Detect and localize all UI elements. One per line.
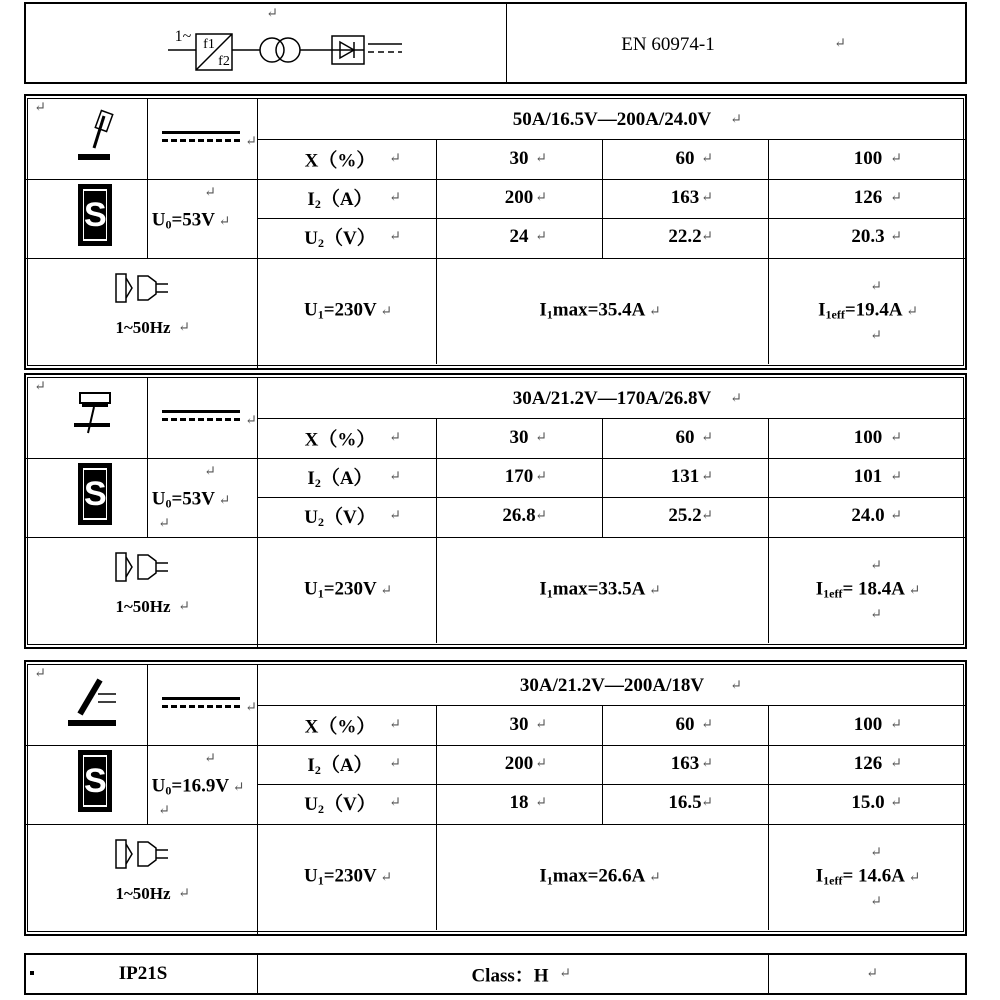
return-mark: ↵: [890, 795, 902, 811]
u2-label-subscript: 2: [318, 515, 324, 529]
col-line: [436, 258, 437, 364]
return-mark: ↵: [890, 717, 902, 733]
col-line: [257, 664, 258, 934]
return-mark: ↵: [158, 516, 170, 532]
return-mark: ↵: [870, 558, 882, 574]
return-mark: ↵: [535, 756, 547, 772]
return-mark: ↵: [535, 508, 547, 524]
table-cell: 26.8: [502, 505, 536, 526]
col-line: [602, 139, 603, 258]
col-line: [147, 377, 148, 537]
u1-label-symbol: U: [303, 865, 318, 887]
return-mark: ↵: [535, 151, 547, 167]
col-line: [436, 705, 437, 824]
row-line: [257, 139, 967, 140]
table-cell: 60: [675, 148, 695, 169]
row-line: [257, 497, 967, 498]
return-mark: ↵: [645, 583, 661, 599]
u1-label-subscript: 1: [317, 586, 324, 601]
u0-label: [152, 210, 231, 233]
mains-plug-icon: [112, 270, 172, 306]
table-cell: 16.5: [668, 792, 702, 813]
table-cell: 60: [675, 427, 695, 448]
tig-torch-icon: [66, 385, 126, 445]
f1-label: f1: [203, 37, 215, 52]
i1max-label: [539, 866, 660, 889]
u1-label-subscript: 1: [317, 307, 324, 322]
table-cell: 170: [504, 466, 534, 487]
table-cell: 100: [853, 714, 883, 735]
return-mark: ↵: [204, 464, 216, 480]
dc-symbol-icon: [162, 131, 240, 141]
table-cell: 126: [853, 187, 883, 208]
ileff-label-symbol: I: [815, 578, 824, 600]
i2-label-subscript: 2: [314, 476, 321, 490]
return-mark: ↵: [870, 845, 882, 861]
return-mark: ↵: [535, 795, 547, 811]
u0-label-subscript: 0: [165, 496, 172, 511]
return-mark: ↵: [701, 430, 713, 446]
return-mark: ↵: [34, 666, 46, 682]
row-line: [24, 537, 967, 538]
mains-frequency: 1~50Hz: [115, 884, 171, 903]
u2-label: [304, 502, 375, 530]
return-mark: ↵: [34, 100, 46, 116]
return-mark: ↵: [535, 430, 547, 446]
u2-label-symbol: U: [304, 794, 318, 815]
return-mark: ↵: [389, 795, 401, 811]
u1-label-subscript: 1: [317, 873, 324, 888]
return-mark: ↵: [890, 229, 902, 245]
mains-plug-icon: [112, 549, 172, 585]
i1max-label: [539, 300, 660, 323]
return-mark: ↵: [834, 36, 846, 52]
col-line: [768, 139, 769, 258]
dc-symbol-icon: [162, 697, 240, 707]
return-mark: ↵: [389, 430, 401, 446]
s-mark-icon: S: [78, 750, 112, 812]
col-line: [147, 98, 148, 258]
return-mark: ↵: [902, 304, 918, 320]
row-line: [257, 784, 967, 785]
col-line: [768, 537, 769, 643]
u1-label: [304, 866, 392, 889]
u0-label: [152, 489, 231, 512]
return-mark: ↵: [266, 6, 278, 22]
return-mark: ↵: [158, 803, 170, 819]
return-mark: ↵: [389, 469, 401, 485]
u2-label-value: （V）: [324, 228, 376, 249]
u0-label-symbol: U: [151, 775, 166, 797]
u1-label-value: =230V: [323, 578, 377, 600]
table-cell: 25.2: [668, 505, 702, 526]
ileff-label: [818, 300, 918, 323]
ileff-label: [816, 866, 921, 889]
col-line: [257, 98, 258, 368]
return-mark: ↵: [535, 469, 547, 485]
return-mark: ↵: [535, 717, 547, 733]
col-line: [768, 418, 769, 537]
u2-label-symbol: U: [304, 228, 318, 249]
return-mark: ↵: [535, 190, 547, 206]
row-line: [24, 824, 967, 825]
return-mark: ↵: [645, 304, 661, 320]
table-cell: 100: [853, 148, 883, 169]
standard-label: EN 60974-1: [621, 34, 715, 55]
col-line: [602, 705, 603, 824]
return-mark: ↵: [890, 151, 902, 167]
i2-label-subscript: 2: [314, 197, 321, 211]
return-mark: ↵: [245, 700, 257, 716]
i2-label: [307, 463, 372, 491]
f2-label: f2: [218, 54, 230, 69]
return-mark: ↵: [701, 151, 713, 167]
return-mark: ↵: [905, 583, 921, 599]
i2-label: [307, 184, 372, 212]
i1max-label-symbol: I: [539, 578, 547, 600]
u1-label-symbol: U: [303, 578, 318, 600]
u0-label-value: =16.9V: [171, 775, 230, 797]
row-line: [24, 745, 967, 746]
col-line: [436, 418, 437, 537]
return-mark: ↵: [701, 190, 713, 206]
return-mark: ↵: [34, 379, 46, 395]
i2-label-symbol: I: [307, 468, 315, 489]
return-mark: ↵: [870, 279, 882, 295]
return-mark: ↵: [701, 469, 713, 485]
header-divider: [506, 2, 507, 84]
duty-cycle-label: X（%）: [304, 429, 376, 451]
table-cell: 200: [504, 753, 534, 774]
u1-label-symbol: U: [303, 299, 318, 321]
return-mark: ↵: [559, 966, 571, 982]
table-cell: 126: [853, 753, 883, 774]
transformer-rectifier-icon: [160, 18, 405, 78]
i1max-label: [539, 579, 660, 602]
mains-plug-icon: [112, 836, 172, 872]
ileff-label-value: = 18.4A: [842, 578, 906, 600]
table-cell: 15.0: [851, 792, 885, 813]
return-mark: ↵: [890, 430, 902, 446]
return-mark: ↵: [890, 469, 902, 485]
dc-symbol-icon: [162, 410, 240, 420]
ileff-label-subscript: 1eff: [823, 873, 843, 888]
table-cell: 24: [509, 226, 529, 247]
return-mark: ↵: [245, 413, 257, 429]
col-line: [768, 824, 769, 930]
table-cell: 131: [670, 466, 700, 487]
return-mark: ↵: [178, 320, 190, 336]
table-cell: 30: [509, 148, 529, 169]
return-mark: ↵: [535, 229, 547, 245]
return-mark: ↵: [204, 751, 216, 767]
u1-label: [304, 579, 392, 602]
col-line: [257, 377, 258, 647]
return-mark: ↵: [215, 493, 231, 509]
ileff-label-value: = 14.6A: [842, 865, 906, 887]
return-mark: ↵: [890, 190, 902, 206]
table-cell: 163: [670, 187, 700, 208]
u2-label-subscript: 2: [318, 802, 324, 816]
table-cell: 60: [675, 714, 695, 735]
current-range: 30A/21.2V—200A/18V: [519, 675, 705, 696]
table-cell: 22.2: [668, 226, 702, 247]
return-mark: ↵: [389, 508, 401, 524]
u2-label-value: （V）: [324, 507, 376, 528]
return-mark: ↵: [730, 391, 742, 407]
footer-divider: [768, 953, 769, 995]
u0-label: [152, 776, 245, 799]
row-line: [24, 258, 967, 259]
i1max-label-subscript: 1: [546, 873, 553, 888]
table-cell: 200: [504, 187, 534, 208]
return-mark: ↵: [376, 304, 393, 320]
i1max-label-value: max=33.5A: [552, 578, 646, 600]
ileff-label-symbol: I: [818, 299, 826, 321]
table-cell: 18: [509, 792, 529, 813]
ileff-label-subscript: 1eff: [825, 307, 845, 322]
ileff-label-value: =19.4A: [844, 299, 903, 321]
bullet: [30, 971, 34, 975]
row-line: [24, 458, 967, 459]
i2-label: [307, 750, 372, 778]
table-cell: 163: [670, 753, 700, 774]
u0-label-subscript: 0: [165, 217, 172, 232]
col-line: [147, 664, 148, 824]
col-line: [436, 537, 437, 643]
row-line: [257, 705, 967, 706]
i2-label-symbol: I: [307, 755, 315, 776]
table-cell: 24.0: [851, 505, 885, 526]
return-mark: ↵: [870, 328, 882, 344]
duty-cycle-label: X（%）: [304, 150, 376, 172]
u1-label-value: =230V: [323, 865, 377, 887]
col-line: [436, 824, 437, 930]
return-mark: ↵: [389, 717, 401, 733]
mains-frequency: 1~50Hz: [115, 318, 171, 337]
ip-rating: IP21S: [118, 963, 168, 984]
i1max-label-subscript: 1: [546, 307, 553, 322]
col-line: [768, 705, 769, 824]
return-mark: ↵: [866, 966, 878, 982]
s-mark-icon: S: [78, 184, 112, 246]
u2-label-value: （V）: [324, 794, 376, 815]
return-mark: ↵: [376, 870, 393, 886]
single-phase-label: 1~: [174, 28, 192, 45]
u0-label-value: =53V: [171, 209, 216, 231]
i2-label-value: （A）: [320, 189, 373, 210]
duty-cycle-label: X（%）: [304, 716, 376, 738]
i2-label-subscript: 2: [314, 763, 321, 777]
u0-label-value: =53V: [171, 488, 216, 510]
i2-label-value: （A）: [320, 755, 373, 776]
col-line: [602, 418, 603, 537]
return-mark: ↵: [229, 780, 245, 796]
return-mark: ↵: [701, 508, 713, 524]
return-mark: ↵: [701, 717, 713, 733]
return-mark: ↵: [178, 886, 190, 902]
mig-torch-icon: [66, 672, 126, 732]
table-cell: 101: [853, 466, 883, 487]
i1max-label-symbol: I: [539, 299, 547, 321]
i1max-label-value: max=26.6A: [552, 865, 646, 887]
return-mark: ↵: [701, 229, 713, 245]
mma-electrode-icon: [66, 106, 126, 166]
return-mark: ↵: [245, 134, 257, 150]
return-mark: ↵: [730, 112, 742, 128]
return-mark: ↵: [701, 795, 713, 811]
ileff-label: [816, 579, 921, 602]
i1max-label-subscript: 1: [546, 586, 553, 601]
return-mark: ↵: [730, 678, 742, 694]
return-mark: ↵: [645, 870, 661, 886]
col-line: [436, 139, 437, 258]
return-mark: ↵: [389, 229, 401, 245]
table-cell: 30: [509, 714, 529, 735]
row-line: [257, 418, 967, 419]
i2-label-symbol: I: [307, 189, 315, 210]
return-mark: ↵: [178, 599, 190, 615]
return-mark: ↵: [701, 756, 713, 772]
u2-label-subscript: 2: [318, 236, 324, 250]
return-mark: ↵: [389, 190, 401, 206]
mains-frequency: 1~50Hz: [115, 597, 171, 616]
return-mark: ↵: [204, 185, 216, 201]
return-mark: ↵: [376, 583, 393, 599]
row-line: [257, 218, 967, 219]
ileff-label-symbol: I: [815, 865, 824, 887]
return-mark: ↵: [905, 870, 921, 886]
u2-label: [304, 789, 375, 817]
current-range: 30A/21.2V—170A/26.8V: [512, 388, 712, 409]
insulation-class: Class：H: [471, 965, 549, 987]
table-cell: 30: [509, 427, 529, 448]
row-line: [24, 179, 967, 180]
col-line: [768, 258, 769, 364]
u0-label-subscript: 0: [165, 783, 172, 798]
u1-label: [304, 300, 392, 323]
return-mark: ↵: [389, 151, 401, 167]
u0-label-symbol: U: [151, 488, 166, 510]
s-mark-icon: S: [78, 463, 112, 525]
return-mark: ↵: [890, 756, 902, 772]
table-cell: 100: [853, 427, 883, 448]
return-mark: ↵: [389, 756, 401, 772]
footer-divider: [257, 953, 258, 995]
u2-label-symbol: U: [304, 507, 318, 528]
u2-label: [304, 223, 375, 251]
i2-label-value: （A）: [320, 468, 373, 489]
i1max-label-value: max=35.4A: [552, 299, 646, 321]
u1-label-value: =230V: [323, 299, 377, 321]
current-range: 50A/16.5V—200A/24.0V: [512, 109, 712, 130]
i1max-label-symbol: I: [539, 865, 547, 887]
return-mark: ↵: [215, 214, 231, 230]
ileff-label-subscript: 1eff: [823, 586, 843, 601]
return-mark: ↵: [870, 894, 882, 910]
return-mark: ↵: [870, 607, 882, 623]
return-mark: ↵: [890, 508, 902, 524]
table-cell: 20.3: [851, 226, 885, 247]
u0-label-symbol: U: [151, 209, 166, 231]
